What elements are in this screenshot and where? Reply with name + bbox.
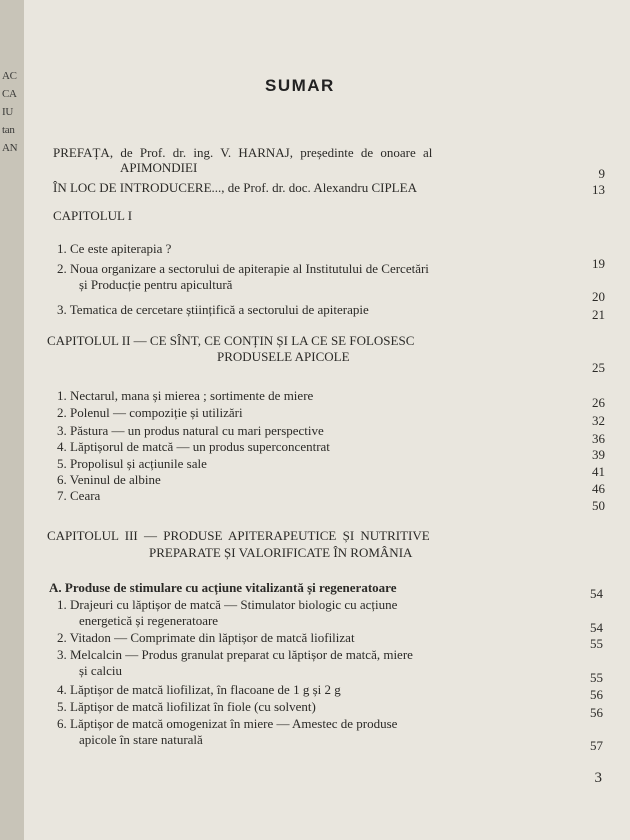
toc-line: 2. Polenul — compoziție și utilizări (57, 405, 243, 420)
page-title: SUMAR (265, 76, 335, 95)
toc-page-number: 46 (592, 481, 605, 496)
toc-page-number: 20 (592, 289, 605, 304)
toc-page-number: 54 (590, 586, 603, 601)
toc-page-number: 26 (592, 395, 605, 410)
toc-page-number: 56 (590, 705, 603, 720)
toc-line: 3. Tematica de cercetare științifică a sectorului de apiterapie (57, 302, 369, 317)
toc-page-number: 25 (592, 360, 605, 375)
toc-page-number: 9 (598, 166, 605, 181)
adjacent-page-edge (0, 0, 25, 840)
toc-line-preface: PREFAȚA, de Prof. dr. ing. V. HARNAJ, președinte de onoare al (53, 145, 433, 160)
edge-text: AC (2, 70, 17, 82)
toc-line: 7. Ceara (57, 488, 101, 503)
toc-page-number: 39 (592, 447, 605, 462)
toc-line: apicole în stare naturală (79, 732, 203, 747)
edge-text: IU (2, 106, 14, 118)
toc-page-number: 50 (592, 498, 605, 513)
toc-line: ÎN LOC DE INTRODUCERE..., de Prof. dr. doc. Alexandru CIPLEA (53, 180, 417, 195)
toc-page-number: 13 (592, 182, 605, 197)
toc-section-heading: A. Produse de stimulare cu acțiune vitalizantă și regeneratoare (49, 580, 397, 595)
toc-chapter-heading: PRODUSELE APICOLE (217, 349, 350, 364)
toc-page-number: 54 (590, 620, 603, 635)
toc-page-number: 55 (590, 670, 603, 685)
toc-page-number: 57 (590, 738, 603, 753)
edge-text: tan (2, 124, 15, 136)
toc-line: 6. Veninul de albine (57, 472, 161, 487)
toc-chapter-heading: PREPARATE ȘI VALORIFICATE ÎN ROMÂNIA (149, 545, 413, 560)
edge-text: CA (2, 88, 17, 100)
page-number: 3 (594, 770, 602, 786)
toc-page-number: 56 (590, 687, 603, 702)
toc-line: APIMONDIEI (120, 160, 198, 175)
toc-line: 2. Noua organizare a sectorului de apiterapie al Institutului de Cercetări (57, 261, 429, 276)
toc-chapter-heading: CAPITOLUL III — PRODUSE APITERAPEUTICE ȘI NUTRITIVE (47, 528, 430, 543)
toc-line: și calciu (79, 663, 122, 678)
toc-line: 3. Melcalcin — Produs granulat preparat cu lăptișor de matcă, miere (57, 647, 413, 662)
toc-chapter-heading: CAPITOLUL I (53, 208, 133, 223)
toc-line: 1. Nectarul, mana și mierea ; sortimente de miere (57, 388, 314, 403)
toc-page-number: 32 (592, 413, 605, 428)
toc-line: 5. Lăptișor de matcă liofilizat în fiole (cu solvent) (57, 699, 316, 714)
edge-text: AN (2, 142, 18, 154)
toc-line: 3. Păstura — un produs natural cu mari perspective (57, 423, 324, 438)
toc-page-number: 21 (592, 307, 605, 322)
toc-line: și Producție pentru apicultură (79, 277, 233, 292)
toc-page-number: 19 (592, 256, 605, 271)
toc-line: 1. Ce este apiterapia ? (57, 241, 172, 256)
toc-chapter-heading: CAPITOLUL II — CE SÎNT, CE CONȚIN ȘI LA CE SE FOLOSESC (47, 333, 415, 348)
toc-line: 2. Vitadon — Comprimate din lăptișor de matcă liofilizat (57, 630, 355, 645)
toc-page-number: 55 (590, 636, 603, 651)
toc-line: 4. Lăptișor de matcă liofilizat, în flacoane de 1 g și 2 g (57, 682, 341, 697)
toc-line: 1. Drajeuri cu lăptișor de matcă — Stimulator biologic cu acțiune (57, 597, 398, 612)
toc-line: 4. Lăptișorul de matcă — un produs superconcentrat (57, 439, 330, 454)
toc-page-number: 36 (592, 431, 605, 446)
toc-line: 6. Lăptișor de matcă omogenizat în miere — Amestec de produse (57, 716, 398, 731)
toc-line: energetică și regeneratoare (79, 613, 219, 628)
toc-line: 5. Propolisul și acțiunile sale (57, 456, 207, 471)
toc-page-number: 41 (592, 464, 605, 479)
